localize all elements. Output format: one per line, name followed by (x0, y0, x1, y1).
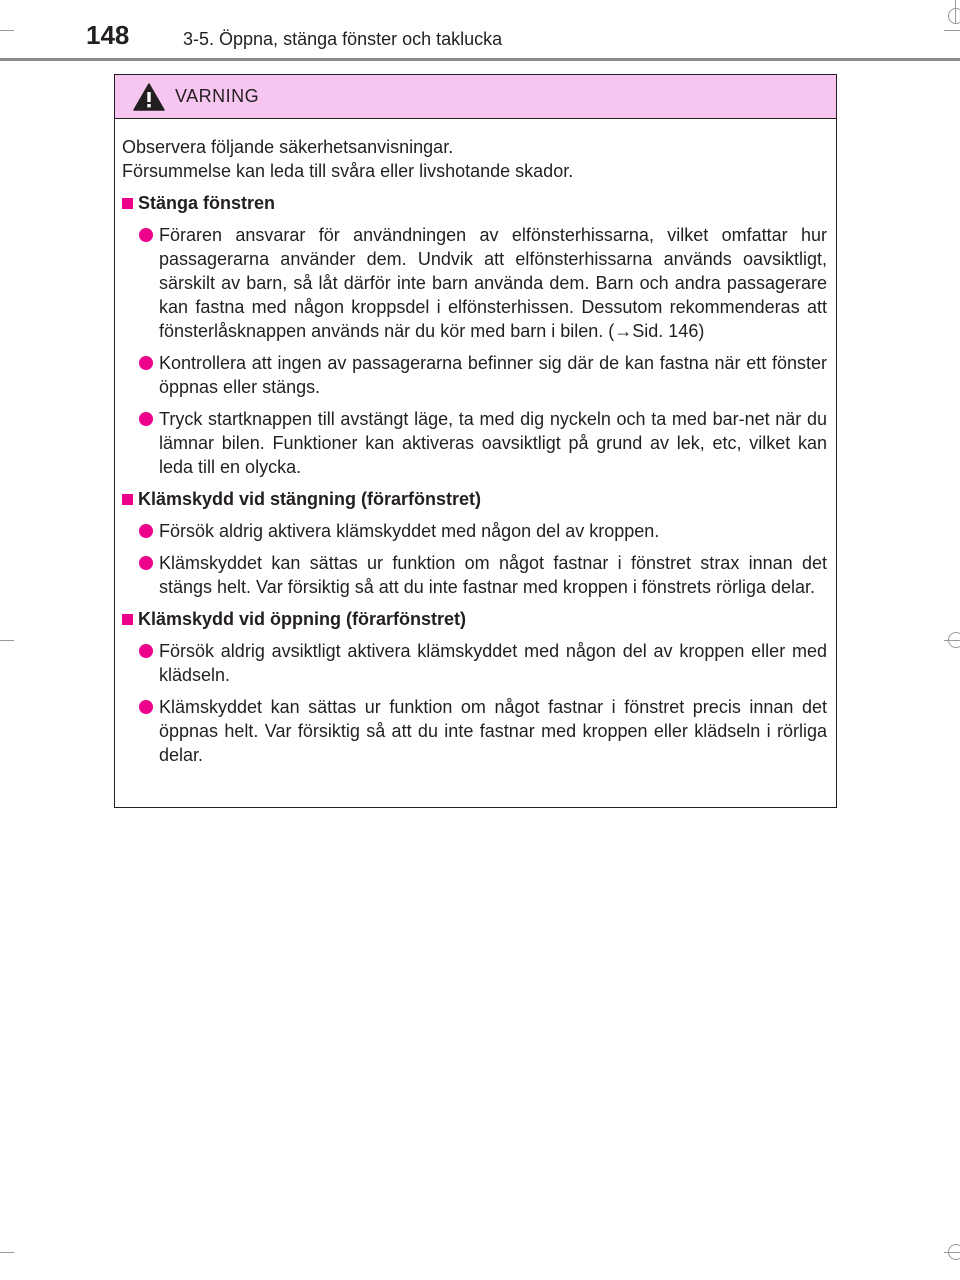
warning-header (115, 75, 836, 119)
list-item (122, 639, 827, 687)
intro-line: Försummelse kan leda till svåra eller livshotande skador. (122, 161, 574, 181)
circle-bullet-icon (139, 524, 153, 538)
list-item (122, 695, 827, 767)
section-heading-text: Klämskydd vid öppning (förarfönstret) (138, 609, 467, 629)
crop-mark (948, 1244, 960, 1260)
list-item-text: Klämskyddet kan sättas ur funktion om något fastnar i fönstret strax innan det stängs helt. Var försiktig så att du inte fastnar med kroppen i fönstrets rörliga delar. (159, 553, 827, 597)
list-item (122, 551, 827, 599)
section-heading-text: Klämskydd vid stängning (förarfönstret) (138, 489, 482, 509)
crop-mark (948, 632, 960, 648)
list-item-text: Tryck startknappen till avstängt läge, ta med dig nyckeln och ta med bar-net när du lämnar bilen. Funktioner kan aktiveras oavsiktligt på grund av lek, etc, vilket kan leda till en olycka. (159, 409, 827, 477)
list-item-text: Klämskyddet kan sättas ur funktion om något fastnar i fönstret precis innan det öppnas helt. Var försiktig så att du inte fastnar med kroppen eller klädseln i rörliga delar. (159, 697, 827, 765)
square-bullet-icon (122, 614, 133, 625)
warning-title: VARNING (175, 86, 260, 106)
crop-mark (955, 0, 956, 24)
warning-box (114, 74, 837, 808)
circle-bullet-icon (139, 644, 153, 658)
circle-bullet-icon (139, 412, 153, 426)
section-heading (122, 191, 827, 215)
section-heading-text: Stänga fönstren (138, 193, 276, 213)
section-heading (122, 607, 827, 631)
intro-line: Observera följande säkerhetsanvisningar. (122, 137, 454, 157)
list-item (122, 351, 827, 399)
crop-mark (0, 30, 14, 31)
circle-bullet-icon (139, 700, 153, 714)
circle-bullet-icon (139, 356, 153, 370)
list-item (122, 407, 827, 479)
list-item-text: Försök aldrig aktivera klämskyddet med någon del av kroppen. (159, 521, 660, 541)
list-item-text: Föraren ansvarar för användningen av elfönsterhissarna, vilket omfattar hur passagerarna använder dem. Undvik att elfönsterhissarna används oavsiktligt, särskilt av barn, så låt därför inte barn använda dem. Barn och andra passagerare kan fastna med någon kroppsdel i elfönsterhissen. Dessutom rekommenderas att fönsterlåsknappen används när du kör med barn i bilen. (→Sid. 146) (159, 225, 827, 341)
square-bullet-icon (122, 198, 133, 209)
warning-triangle-icon (133, 83, 165, 111)
crop-mark (0, 640, 14, 641)
crop-mark (948, 8, 960, 24)
warning-body (115, 119, 836, 767)
circle-bullet-icon (139, 228, 153, 242)
crop-mark (0, 1252, 14, 1253)
section-title: 3-5. Öppna, stänga fönster och taklucka (183, 29, 503, 49)
warning-intro (122, 135, 827, 183)
header-divider (0, 58, 960, 61)
page-number: 148 (86, 20, 130, 50)
list-item (122, 519, 827, 543)
crop-mark (944, 30, 960, 31)
circle-bullet-icon (139, 556, 153, 570)
list-item-text: Kontrollera att ingen av passagerarna befinner sig där de kan fastna när ett fönster öppnas eller stängs. (159, 353, 827, 397)
section-heading (122, 487, 827, 511)
list-item (122, 223, 827, 343)
list-item-text: Försök aldrig avsiktligt aktivera klämskyddet med någon del av kroppen eller med klädseln. (159, 641, 827, 685)
square-bullet-icon (122, 494, 133, 505)
